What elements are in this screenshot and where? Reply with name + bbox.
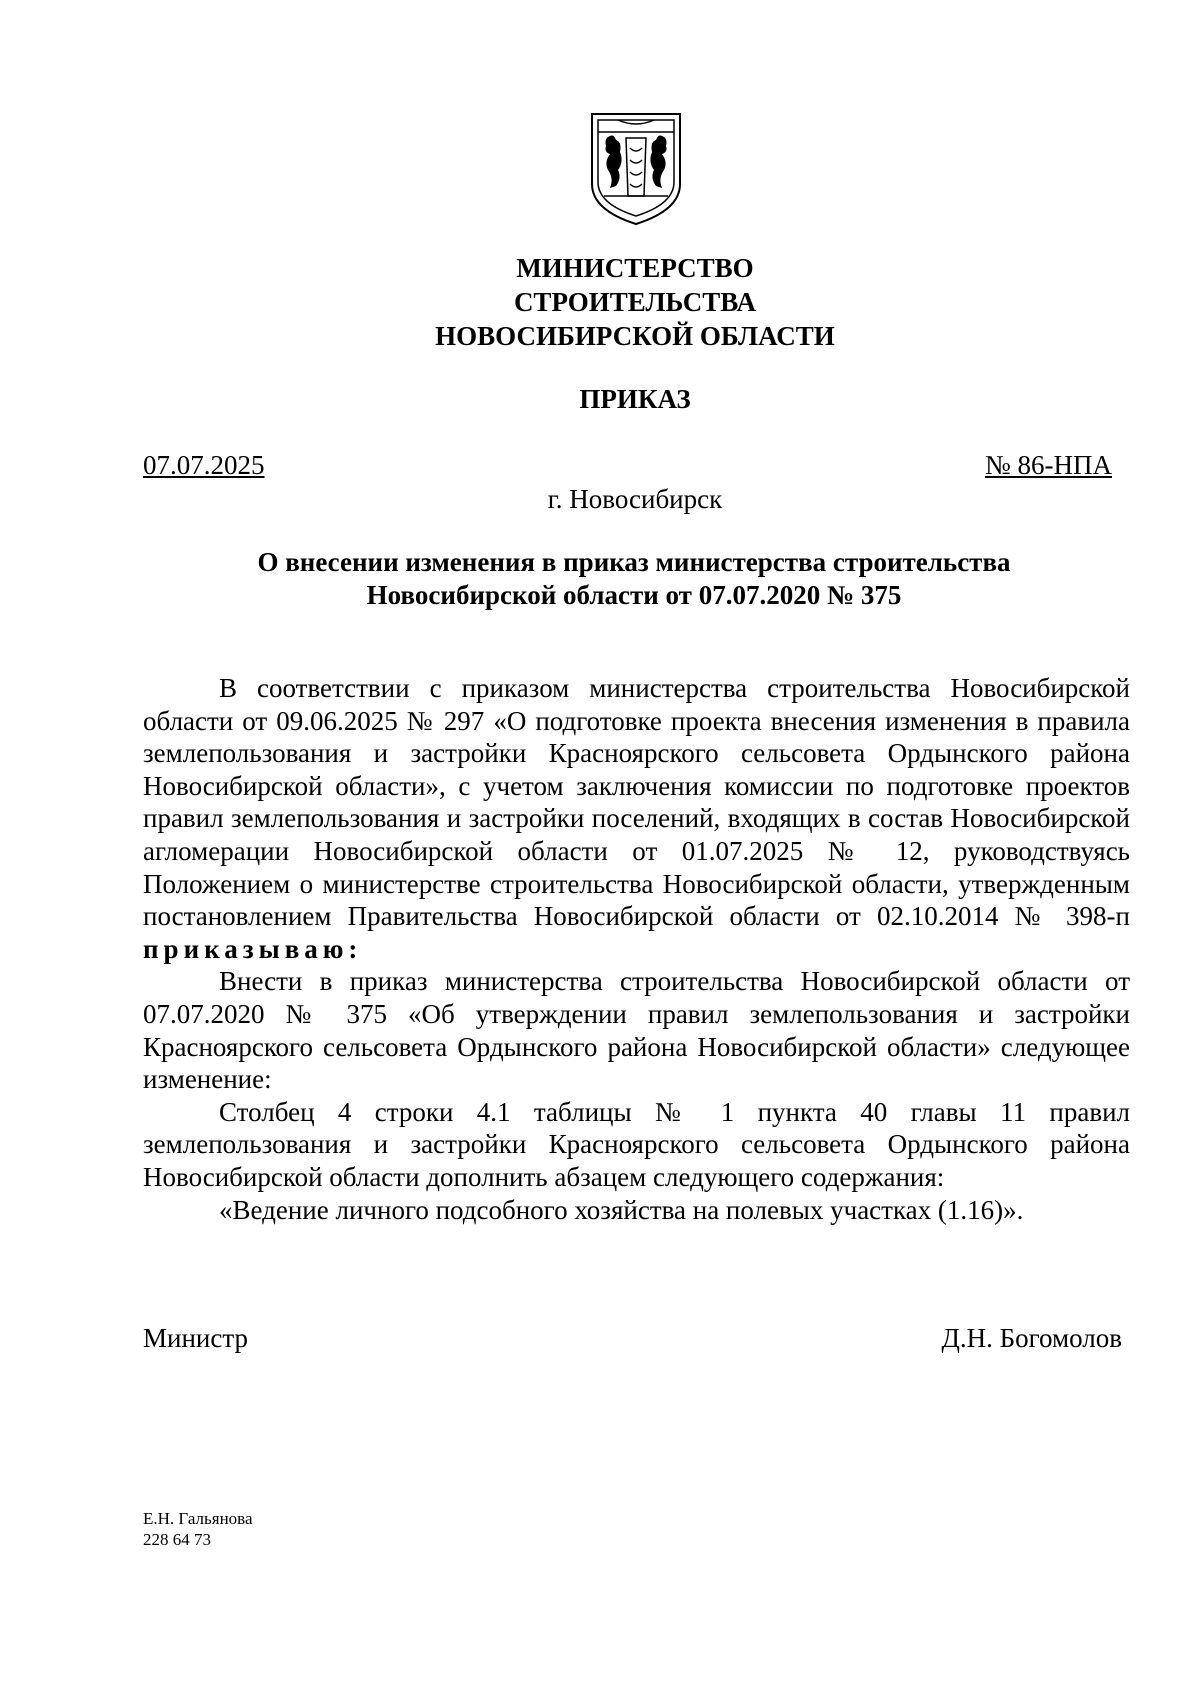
executor-phone: 228 64 73 xyxy=(143,1530,211,1549)
ministry-name-line: НОВОСИБИРСКОЙ ОБЛАСТИ xyxy=(435,321,835,351)
city: г. Новосибирск xyxy=(547,484,723,514)
body-paragraph xyxy=(143,672,1130,965)
subject-line: О внесении изменения в приказ министерства строительства xyxy=(257,547,1011,577)
executor-name: Е.Н. Гальянова xyxy=(143,1509,253,1528)
ministry-name-line: СТРОИТЕЛЬСТВА xyxy=(513,287,757,317)
body-paragraph: Столбец 4 строки 4.1 таблицы № 1 пункта 40 главы 11 правил землепользования и застройки Красноярского сельсовета Ордынского района Новосибирской области дополнить абзацем следующего содержания: xyxy=(143,1096,1130,1192)
body-paragraph: «Ведение личного подсобного хозяйства на полевых участках (1.16)». xyxy=(219,1194,1024,1225)
ministry-name xyxy=(0,251,1200,353)
document-type: ПРИКАЗ xyxy=(579,384,691,414)
order-number: № 86-НПА xyxy=(985,450,1112,480)
signatory-title: Министр xyxy=(143,1323,248,1353)
coat-of-arms-icon xyxy=(588,112,684,226)
body-paragraph-text: В соответствии с приказом министерства строительства Новосибирской области от 09.06.2025 № 297 «О подготовке проекта внесения изменения в правила землепользования и застройки Красноярского сельсовета Ордынского района Новосибирской области», с учетом заключения комиссии по подготовке проектов правил землепользования и застройки поселений, входящих в состав Новосибирской агломерации Новосибирской области от 01.07.2025 № 12, руководствуясь Положением о министерстве строительства Новосибирской области, утвержденным постановлением Правительства Новосибирской области от 02.10.2014 № 398-п xyxy=(143,673,1130,932)
document-subject xyxy=(143,546,1125,612)
order-date: 07.07.2025 xyxy=(143,450,265,480)
executor-info xyxy=(143,1508,253,1550)
ministry-name-line: МИНИСТЕРСТВО xyxy=(516,253,754,283)
signatory-name: Д.Н. Богомолов xyxy=(941,1323,1122,1353)
order-decree-word: приказываю: xyxy=(143,933,363,964)
body-paragraph: Внести в приказ министерства строительства Новосибирской области от 07.07.2020 № 375 «Об утверждении правил землепользования и застройки Красноярского сельсовета Ордынского района Новосибирской области» следующее изменение: xyxy=(143,966,1130,1095)
subject-line: Новосибирской области от 07.07.2020 № 375 xyxy=(366,580,902,610)
document-body xyxy=(143,672,1130,1226)
